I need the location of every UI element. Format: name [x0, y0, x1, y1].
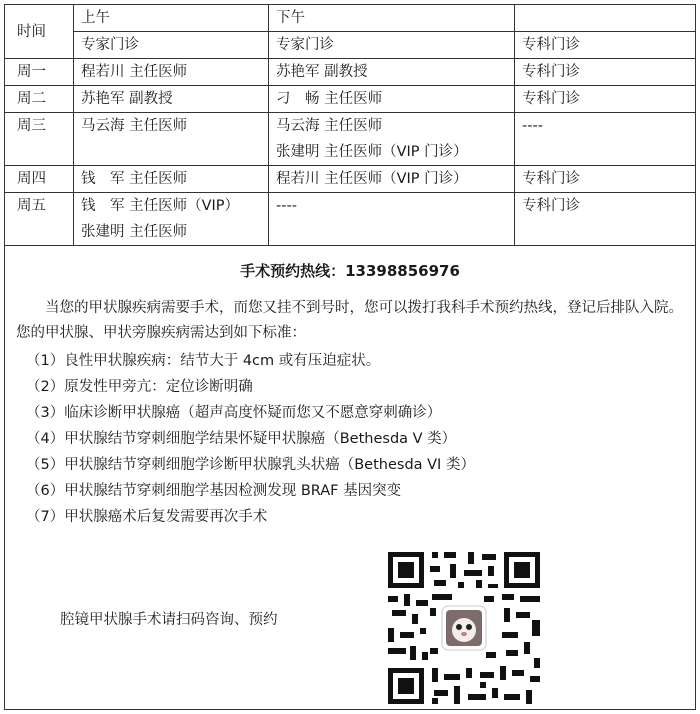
- hotline-heading: 手术预约热线：13398856976: [240, 262, 460, 280]
- schedule-row: [5, 59, 696, 86]
- specialist-clinic: ----: [515, 113, 696, 166]
- time-header: 时间: [5, 5, 74, 59]
- schedule-row: [5, 113, 696, 166]
- qr-caption: 腔镜甲状腺手术请扫码咨询、预约: [60, 612, 278, 628]
- schedule-row: [5, 166, 696, 193]
- am-header: 上午: [74, 5, 269, 32]
- schedule-row: [5, 86, 696, 113]
- qr-code-icon[interactable]: [384, 548, 544, 708]
- day-cell: 周四: [5, 166, 74, 193]
- pm-doctor: 刁 畅 主任医师: [269, 86, 515, 113]
- intro-text: 当您的甲状腺疾病需要手术，而您又挂不到号时，您可以拨打我科手术预约热线，登记后排队入院。您的甲状腺、甲状旁腺疾病需达到如下标准：: [16, 300, 683, 341]
- criteria-list: [26, 348, 475, 530]
- day-cell: 周五: [5, 193, 74, 246]
- sub-header-pm: 专家门诊: [269, 32, 515, 59]
- sub-header-specialist: 专科门诊: [515, 32, 696, 59]
- pm-doctor-cell: [269, 113, 515, 166]
- day-cell: 周三: [5, 113, 74, 166]
- pm-doctor: 程若川 主任医师（VIP 门诊）: [269, 166, 515, 193]
- criteria-item: （3）临床诊断甲状腺癌（超声高度怀疑而您又不愿意穿刺确诊）: [26, 405, 442, 421]
- am-doctor: 苏艳军 副教授: [74, 86, 269, 113]
- criteria-item: （7）甲状腺癌术后复发需要再次手术: [26, 509, 268, 525]
- day-cell: 周一: [5, 59, 74, 86]
- pm-header: 下午: [269, 5, 515, 32]
- criteria-item: （1）良性甲状腺疾病：结节大于 4cm 或有压迫症状。: [26, 353, 381, 369]
- pm-doctor: ----: [269, 193, 515, 246]
- pm-doctor: 苏艳军 副教授: [269, 59, 515, 86]
- specialist-clinic: 专科门诊: [515, 59, 696, 86]
- schedule-row: [5, 193, 696, 246]
- am-doctor: 张建明 主任医师: [81, 224, 188, 240]
- sub-header-am: 专家门诊: [74, 32, 269, 59]
- am-doctor: 钱 军 主任医师: [74, 166, 269, 193]
- clinic-schedule-table: [4, 4, 696, 246]
- specialist-clinic: 专科门诊: [515, 193, 696, 246]
- am-doctor: 程若川 主任医师: [74, 59, 269, 86]
- intro-paragraph: [16, 296, 686, 346]
- criteria-item: （6）甲状腺结节穿刺细胞学基因检测发现 BRAF 基因突变: [26, 483, 402, 499]
- surgery-info-section: [4, 244, 696, 710]
- criteria-item: （4）甲状腺结节穿刺细胞学结果怀疑甲状腺癌（Bethesda V 类）: [26, 431, 457, 447]
- am-doctor: 马云海 主任医师: [81, 118, 188, 134]
- spec-header-blank: [515, 5, 696, 32]
- am-doctor-cell: [74, 193, 269, 246]
- day-cell: 周二: [5, 86, 74, 113]
- pm-doctor: 张建明 主任医师（VIP 门诊）: [276, 144, 468, 160]
- specialist-clinic: 专科门诊: [515, 166, 696, 193]
- pm-doctor: 马云海 主任医师: [276, 118, 383, 134]
- am-doctor-cell: [74, 113, 269, 166]
- criteria-item: （5）甲状腺结节穿刺细胞学诊断甲状腺乳头状癌（Bethesda VI 类）: [26, 457, 475, 473]
- criteria-item: （2）原发性甲旁亢：定位诊断明确: [26, 379, 253, 395]
- am-doctor: 钱 军 主任医师（VIP）: [81, 198, 240, 214]
- specialist-clinic: 专科门诊: [515, 86, 696, 113]
